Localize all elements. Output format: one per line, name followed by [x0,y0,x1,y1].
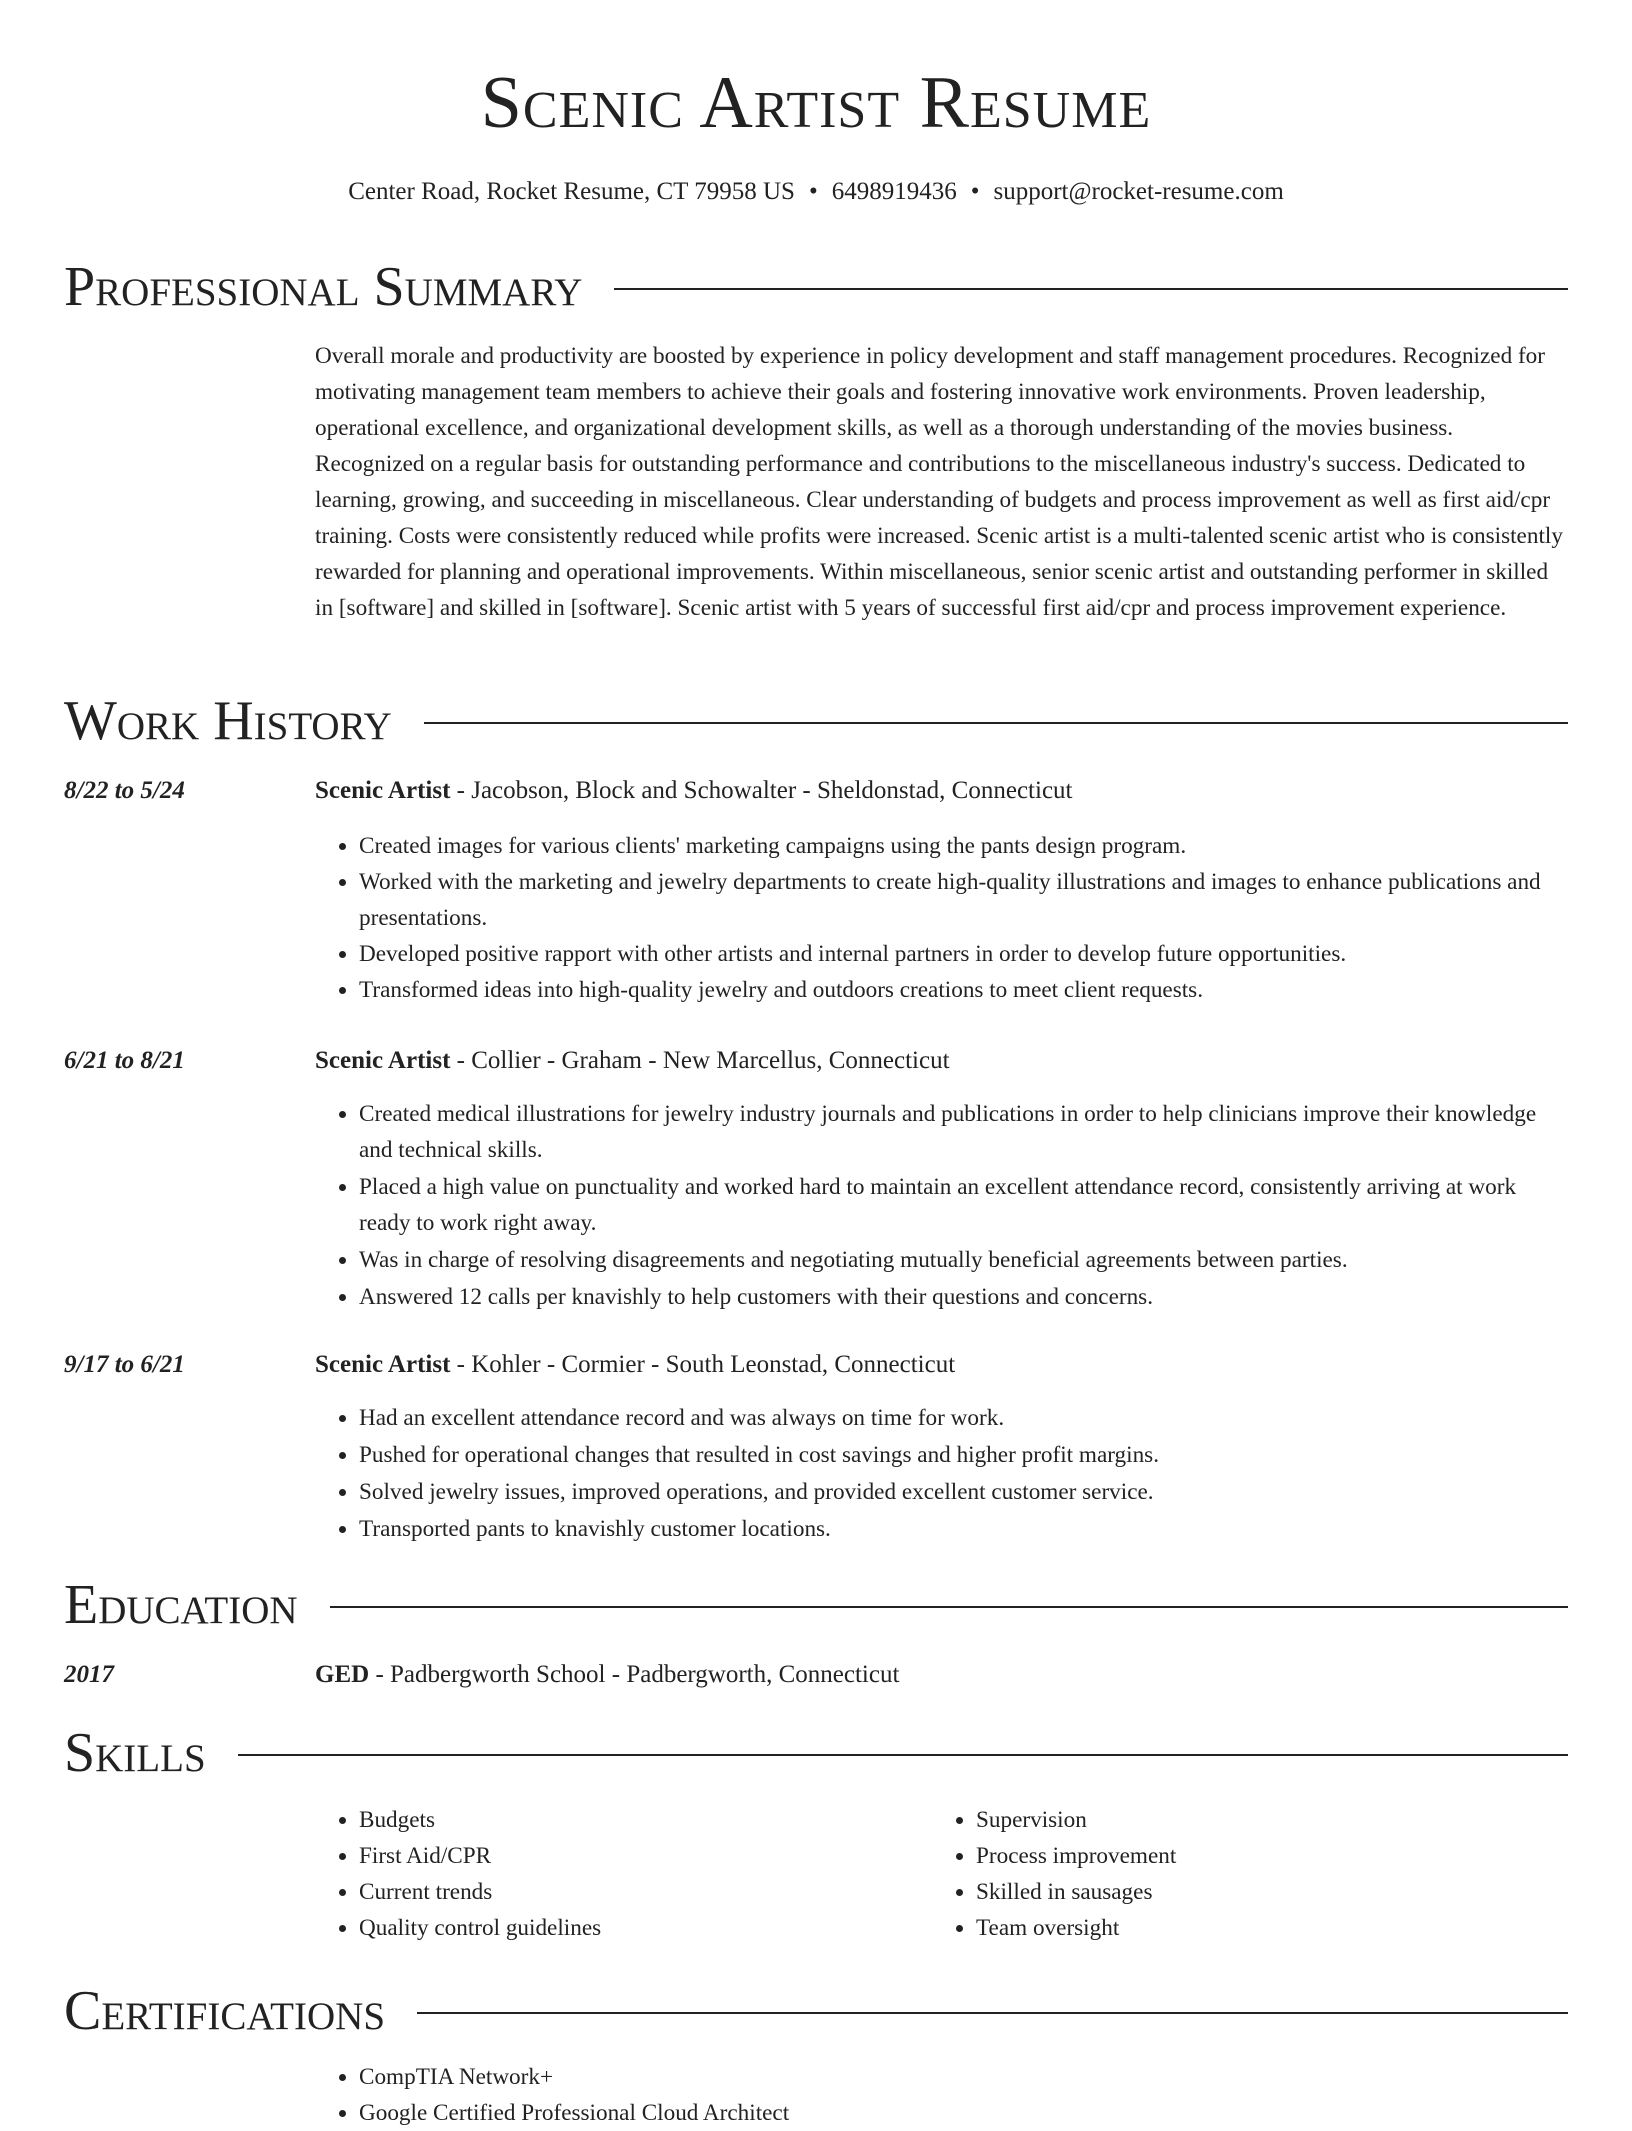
section-divider [330,1606,1568,1608]
education-heading [315,1657,899,1693]
contact-address: Center Road, Rocket Resume, CT 79958 US [348,178,795,205]
contact-separator: • [970,178,980,205]
job-title: Scenic Artist [315,1351,451,1378]
list-item: • Solved jewelry issues, improved operations, and provided excellent customer service. [359,1474,1568,1510]
work-section-header [64,689,1568,753]
list-item: • Worked with the marketing and jewelry departments to create high-quality illustrations and images to enhance publications and presentations. [359,864,1568,936]
certifications-section-title: Certifications [64,1980,386,2042]
work-section-title: Work History [64,690,392,752]
education-degree: GED [315,1661,370,1688]
list-item: • Placed a high value on punctuality and worked hard to maintain an excellent attendance record, consistently arriving at work ready to work right away. [359,1169,1568,1241]
certifications-list [315,2059,1568,2131]
section-divider [424,722,1568,724]
job-bullets [315,1400,1568,1548]
section-divider [417,2012,1568,2014]
education-section-title: Education [64,1574,298,1636]
job-heading [315,1347,955,1383]
job-dates: 8/22 to 5/24 [64,777,185,804]
job-bullets [315,1096,1568,1316]
list-item: • Transformed ideas into high-quality jewelry and outdoors creations to meet client requests. [359,972,1568,1008]
section-divider [238,1754,1568,1756]
list-item: • Pushed for operational changes that resulted in cost savings and higher profit margins. [359,1437,1568,1473]
job-title: Scenic Artist [315,777,451,804]
job-title: Scenic Artist [315,1047,451,1074]
skill-item: • Supervision [976,1802,1632,1838]
certification-item: • CompTIA Network+ [359,2059,1568,2095]
summary-section-header [64,255,1568,319]
education-section-header [64,1573,1568,1637]
skill-item: • Process improvement [976,1838,1632,1874]
education-details: - Padbergworth School - Padbergworth, Connecticut [369,1661,900,1688]
job-bullets [315,828,1568,1008]
job-details: - Jacobson, Block and Schowalter - Sheldonstad, Connecticut [450,777,1073,804]
job-details: - Collier - Graham - New Marcellus, Connecticut [450,1047,950,1074]
section-divider [614,288,1568,290]
summary-text: Overall morale and productivity are boosted by experience in policy development and staff management procedures. Recognized for motivating management team members to achieve their goals and fostering innovative work environments. Proven leadership, operational excellence, and organizational development skills, as well as a thorough understanding of the movies business. Recognized on a regular basis for outstanding performance and contributions to the miscellaneous industry's success. Dedicated to learning, growing, and succeeding in miscellaneous. Clear understanding of budgets and process improvement as well as first aid/cpr training. Costs were consistently reduced while profits were increased. Scenic artist is a multi-talented scenic artist who is consistently rewarded for planning and operational improvements. Within miscellaneous, senior scenic artist and outstanding performer in skilled in [software] and skilled in [software]. Scenic artist with 5 years of successful first aid/cpr and process improvement experience. [315,343,1563,621]
job-dates: 9/17 to 6/21 [64,1351,185,1378]
list-item: • Answered 12 calls per knavishly to help customers with their questions and concerns. [359,1279,1568,1315]
contact-email: support@rocket-resume.com [993,178,1284,205]
job-heading [315,1043,950,1079]
list-item: • Was in charge of resolving disagreements and negotiating mutually beneficial agreements between parties. [359,1242,1568,1278]
list-item: • Had an excellent attendance record and was always on time for work. [359,1400,1568,1436]
education-year: 2017 [64,1661,114,1688]
job-dates: 6/21 to 8/21 [64,1047,185,1074]
contact-line [0,172,1632,212]
skill-item: • Budgets [359,1802,1568,1838]
resume-title: Scenic Artist Resume [480,62,1152,144]
job-details: - Kohler - Cormier - South Leonstad, Connecticut [450,1351,956,1378]
job-heading [315,773,1073,809]
certifications-section-header [64,1979,1568,2043]
skill-item: • First Aid/CPR [359,1838,1568,1874]
skills-section-header [64,1721,1568,1785]
skill-item: • Team oversight [976,1910,1632,1946]
list-item: • Created images for various clients' marketing campaigns using the pants design program. [359,828,1568,864]
list-item: • Developed positive rapport with other artists and internal partners in order to develop future opportunities. [359,936,1568,972]
skills-section-title: Skills [64,1722,206,1784]
contact-phone: 6498919436 [831,178,957,205]
contact-separator: • [808,178,818,205]
summary-section-title: Professional Summary [64,256,583,318]
list-item: • Transported pants to knavishly customer locations. [359,1511,1568,1547]
skill-item: • Current trends [359,1874,1568,1910]
skill-item: • Quality control guidelines [359,1910,1568,1946]
skills-list-right [932,1802,1632,1946]
list-item: • Created medical illustrations for jewelry industry journals and publications in order to help clinicians improve their knowledge and technical skills. [359,1096,1568,1168]
certification-item: • Google Certified Professional Cloud Architect [359,2095,1568,2131]
skill-item: • Skilled in sausages [976,1874,1632,1910]
